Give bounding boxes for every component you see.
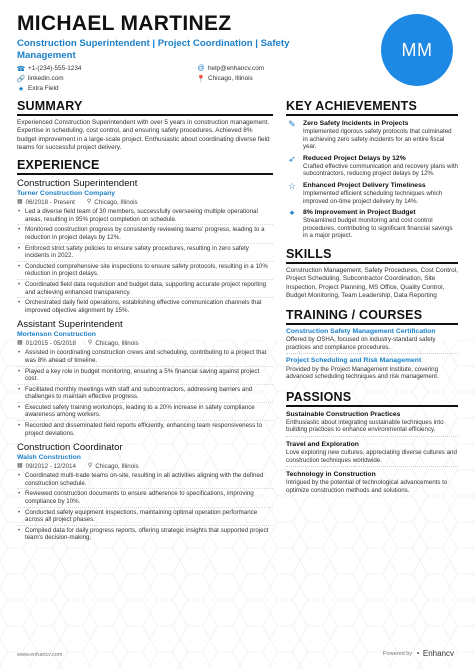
job-location: Chicago, Illinois — [95, 463, 139, 471]
achievement-item — [286, 154, 458, 178]
phone-text: +1-(234)-555-1234 — [28, 65, 82, 72]
job-title: Construction Coordinator — [17, 442, 123, 454]
achievement-item — [286, 119, 458, 151]
company-name: Turner Construction Company — [17, 190, 116, 198]
contact-extra — [17, 84, 197, 93]
contact-email[interactable] — [197, 64, 377, 73]
brand-text: Enhancv — [422, 649, 455, 658]
list-item: • Executed safety training workshops, leading to a 20% increase in safety compliance awareness among workers. — [17, 404, 273, 421]
achievement-item — [286, 208, 458, 240]
achievement-title: 8% Improvement in Project Budget — [303, 209, 416, 217]
list-item: • Orchestrated daily field operations, establishing effective communication channels that improved objective alignment by 15%. — [17, 299, 273, 315]
linkedin-text: linkedin.com — [28, 75, 64, 82]
pen-icon: ✎ — [288, 119, 296, 129]
contact-linkedin[interactable] — [17, 74, 197, 83]
list-item: • Recorded and disseminated field reports efficiently, enhancing team responsiveness to project deviations. — [17, 422, 273, 438]
skills-text: Construction Management, Safety Procedures, Cost Control, Project Scheduling, Subcontractor Coordination, Site Inspection, Project Planning, MS Office, Quality Control, Budget Monitoring, Team Leadership, Data Reporting — [286, 266, 458, 300]
contact-phone[interactable] — [17, 64, 197, 73]
course-desc: Provided by the Project Management Institute, covering advanced scheduling techniques and risk management. — [286, 365, 439, 381]
job-entry — [17, 442, 273, 543]
course-desc: Offered by OSHA, focused on industry-standard safety practices and compliance procedures. — [286, 336, 458, 354]
course-title: Project Scheduling and Risk Management — [286, 357, 422, 365]
email-text: help@enhancv.com — [208, 65, 265, 72]
course-title: Construction Safety Management Certification — [286, 327, 436, 335]
rocket-icon: ➶ — [288, 153, 296, 164]
list-item: • Led a diverse field team of 30 members, successfully overseeing multiple operational areas, resulting in 95% project completion on schedule. — [17, 208, 273, 225]
training-heading: TRAINING / COURSES — [286, 308, 458, 325]
candidate-title: Construction Superintendent | Project Coordination | Safety Management — [17, 38, 290, 61]
resume-header — [17, 12, 377, 93]
list-item: • Facilitated monthly meetings with staff and subcontractors, addressing barriers and challenges to maintain effective progress. — [17, 386, 273, 403]
list-item: • Conducted safety equipment inspections, maintaining optimal operation performance across all project phases. — [17, 509, 273, 526]
job-meta — [17, 198, 273, 207]
passion-title: Sustainable Construction Practices — [286, 410, 401, 418]
job-title: Assistant Superintendent — [17, 319, 123, 331]
job-title: Construction Superintendent — [17, 178, 138, 190]
enhancv-logo-icon: ◔ — [415, 649, 420, 658]
achievements-heading: KEY ACHIEVEMENTS — [286, 99, 458, 116]
location-text: Chicago, Illinois — [208, 75, 253, 82]
achievement-title: Zero Safety Incidents in Projects — [303, 120, 409, 127]
job-bullets — [17, 349, 273, 438]
list-item: • Coordinated field data requisition and budget data, supporting accurate project reporting and achieving enhanced transparency. — [17, 281, 273, 298]
passion-title: Travel and Exploration — [286, 440, 359, 448]
left-column — [17, 99, 273, 547]
passion-item — [286, 410, 458, 437]
location-pin-icon: ⚲ — [86, 199, 92, 206]
contact-location — [197, 74, 377, 83]
calendar-icon: ▦ — [17, 340, 23, 347]
list-item: • Monitored construction progress by consistently reviewing teams' progress, leading to a reduction in project delays by 12%. — [17, 226, 273, 243]
star-icon: ★ — [17, 85, 25, 93]
powered-by-text: Powered by — [383, 650, 413, 657]
candidate-name: MICHAEL MARTINEZ — [17, 12, 232, 35]
list-item: • Enforced strict safety policies to ensure safety procedures, resulting in zero safety incidents in 2022. — [17, 245, 273, 262]
passions-heading: PASSIONS — [286, 390, 458, 407]
list-item: • Coordinated multi-trade teams on-site, resulting in all activities aligning with the defined construction schedule. — [17, 472, 273, 489]
job-location: Chicago, Illinois — [95, 340, 139, 348]
experience-heading: EXPERIENCE — [17, 158, 273, 175]
footer-website[interactable]: www.enhancv.com — [17, 652, 63, 658]
job-dates: 09/2012 - 12/2014 — [25, 463, 76, 471]
extra-text: Extra Field — [28, 85, 59, 92]
passion-item — [286, 470, 458, 496]
company-name: Mortenson Construction — [17, 331, 96, 339]
achievement-desc: Crafted effective communication and recovery plans with subcontractors, reducing project delays by 12%. — [303, 162, 458, 178]
achievement-title: Enhanced Project Delivery Timeliness — [303, 181, 426, 189]
summary-heading: SUMMARY — [17, 99, 273, 116]
achievement-title: Reduced Project Delays by 12% — [303, 154, 406, 162]
passion-title: Technology in Construction — [286, 471, 376, 479]
job-bullets — [17, 208, 273, 315]
list-item: • Conducted comprehensive site inspections to ensure safety protocols, resulting in a 10% reduction in project delays. — [17, 263, 273, 280]
location-pin-icon: ⚲ — [87, 463, 93, 470]
at-sign-icon: @ — [197, 65, 205, 72]
location-pin-icon: ⚲ — [87, 340, 93, 347]
calendar-icon: ▦ — [17, 199, 23, 206]
list-item: • Played a key role in budget monitoring, ensuring a 5% financial saving against project cost. — [17, 368, 273, 385]
star-icon: ☆ — [287, 180, 297, 191]
list-item: • Reviewed construction documents to ensure adherence to specifications, improving compliance by 10%. — [17, 490, 273, 507]
achievement-desc: Implemented rigorous safety protocols that culminated in achieving zero safety incidents for an entire fiscal year. — [303, 128, 452, 151]
achievement-desc: Streamlined budget monitoring and cost control procedures, contributing to significant financial savings in a major project. — [303, 217, 453, 240]
phone-icon: ☎ — [16, 65, 26, 73]
lightbulb-icon: ✦ — [288, 208, 296, 219]
job-meta — [17, 462, 273, 471]
right-column — [286, 99, 458, 499]
link-icon: 🔗 — [16, 75, 26, 83]
job-entry — [17, 178, 273, 315]
job-meta — [17, 339, 273, 348]
calendar-icon: ▦ — [17, 463, 23, 470]
passion-desc: Love exploring new cultures, appreciating diverse cultures and construction techniques worldwide. — [286, 449, 458, 467]
job-location: Chicago, Illinois — [94, 199, 138, 207]
list-item: • Compiled data for daily progress reports, offering strategic insights that supported project team's decision-making. — [17, 527, 273, 543]
achievement-desc: Implemented efficient scheduling techniques which improved on-time project delivery by 14%. — [303, 189, 443, 205]
job-dates: 06/2018 - Present — [25, 199, 75, 207]
skills-heading: SKILLS — [286, 247, 458, 264]
achievement-item — [286, 181, 458, 205]
avatar: MM — [381, 14, 453, 86]
passion-desc: Intrigued by the potential of technological advancements to optimize construction methods and solutions. — [286, 479, 448, 494]
job-entry — [17, 319, 273, 438]
course-item — [286, 357, 458, 383]
company-name: Walsh Construction — [17, 454, 81, 462]
course-item — [286, 328, 458, 355]
list-item: • Assisted in coordinating construction crews and scheduling, contributing to a project that was 8% ahead of timeline. — [17, 349, 273, 366]
summary-text: Experienced Construction Superintendent with over 5 years in construction management. Expertise in scheduling, cost control, and ensuring safety procedures. Achieved 8% budget improvement in a large-scale project. Enthusiastic about coordinating diverse field teams for successful project delivery. — [17, 119, 270, 151]
passion-item — [286, 440, 458, 467]
contact-info — [17, 64, 377, 93]
job-dates: 01/2015 - 05/2018 — [25, 340, 76, 348]
passion-desc: Enthusiastic about integrating sustainable techniques into building practices to enhance environmental efficiency. — [286, 419, 458, 437]
footer-branding — [383, 649, 454, 658]
location-pin-icon: 📍 — [196, 75, 206, 83]
job-bullets — [17, 472, 273, 543]
